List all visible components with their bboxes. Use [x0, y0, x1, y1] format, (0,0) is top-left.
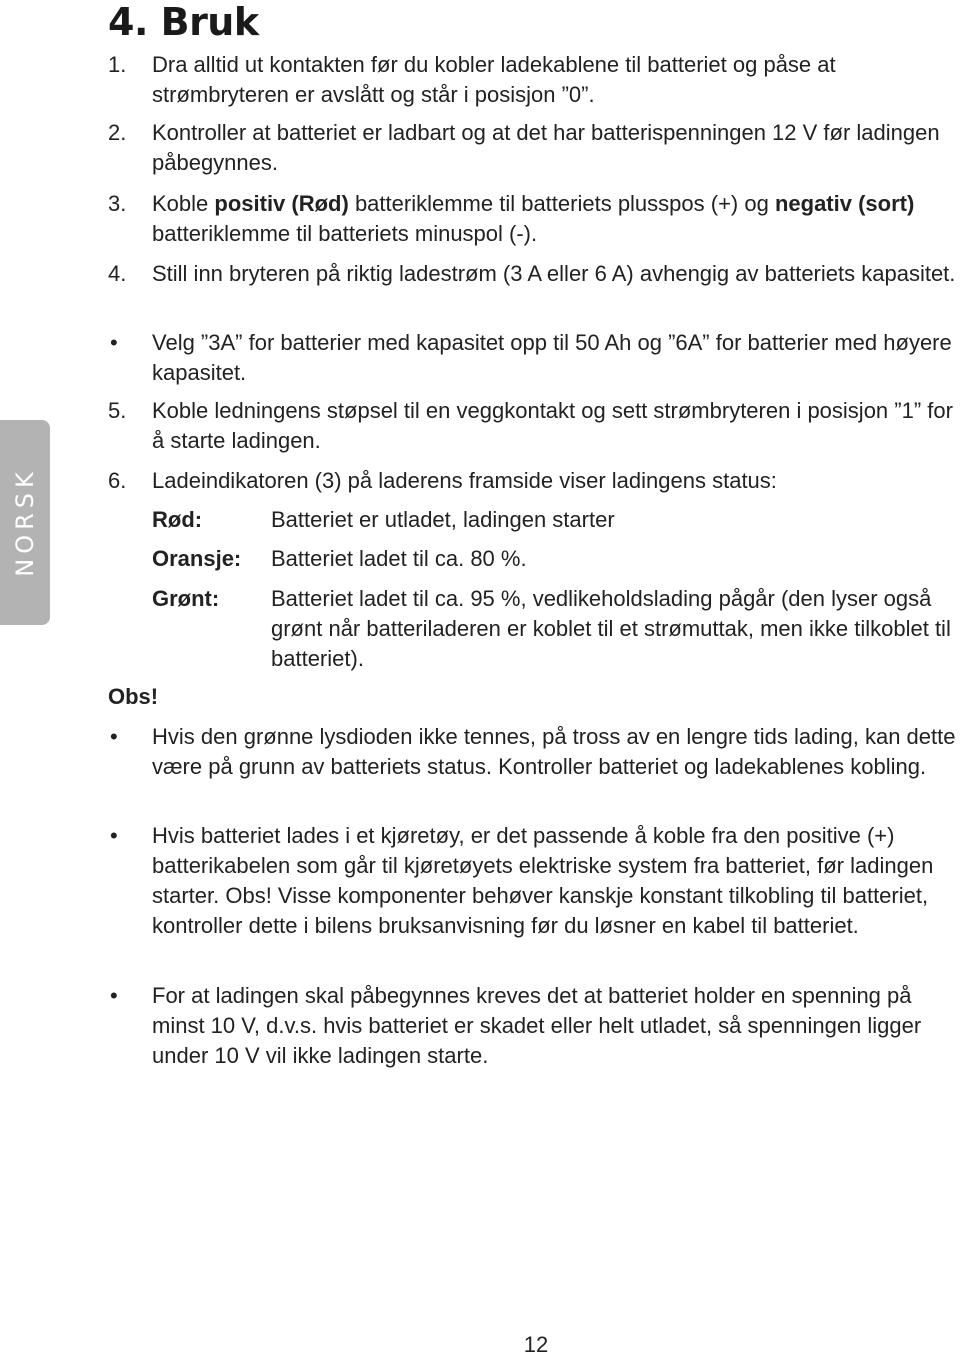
status-green-label: Grønt: [152, 586, 220, 611]
step-4-sub-bullet-text: Velg ”3A” for batterier med kapasitet opp til 50 Ah og ”6A” for batterier med høyere kapasitet. [152, 330, 952, 385]
bullet-marker: • [110, 823, 118, 848]
step-3-text-part: Koble [152, 191, 215, 216]
step-4-number: 4. [108, 261, 127, 286]
note-2-text: Hvis batteriet lades i et kjøretøy, er det passende å koble fra den positive (+) batterikabelen som går til kjøretøyets elektriske system fra batteriet, før ladingen starter. Obs! Visse komponenter behøver kanskje konstant tilkobling til batteriet, kontroller dette i bilens bruksanvisning før du løsner en kabel til batteriet. [152, 823, 934, 938]
page-number: 12 [523, 1332, 549, 1357]
step-2-text: Kontroller at batteriet er ladbart og at det har batterispenningen 12 V før ladingen påbegynnes. [152, 120, 940, 175]
step-4-text: Still inn bryteren på riktig ladestrøm (3 A eller 6 A) avhengig av batteriets kapasitet. [152, 261, 956, 286]
step-3-text-part: batteriklemme til batteriets minuspol (-). [152, 221, 538, 246]
note-3-text: For at ladingen skal påbegynnes kreves det at batteriet holder en spenning på minst 10 V, d.v.s. hvis batteriet er skadet eller helt utladet, så spenningen ligger under 10 V vil ikke ladingen starte. [152, 983, 922, 1068]
step-5-number: 5. [108, 398, 127, 423]
status-red-value: Batteriet er utladet, ladingen starter [271, 507, 615, 532]
bullet-marker: • [110, 330, 118, 355]
note-1-text: Hvis den grønne lysdioden ikke tennes, på tross av en lengre tids lading, kan dette være på grunn av batteriets status. Kontroller batteriet og ladekablenes kobling. [152, 724, 956, 779]
bullet-marker: • [110, 983, 118, 1008]
step-2-number: 2. [108, 120, 127, 145]
negative-clamp-label: negativ (sort) [774, 191, 915, 216]
step-1-number: 1. [108, 52, 127, 77]
status-red-label: Rød: [152, 507, 203, 532]
step-5-text: Koble ledningens støpsel til en veggkontakt og sett strømbryteren i posisjon ”1” for å starte ladingen. [152, 398, 953, 453]
obs-heading: Obs! [108, 684, 159, 709]
status-orange-label: Oransje: [152, 546, 242, 571]
step-6-number: 6. [108, 468, 127, 493]
step-6-text: Ladeindikatoren (3) på laderens framside viser ladingens status: [152, 468, 777, 493]
step-3-number: 3. [108, 191, 127, 216]
status-green-value: Batteriet ladet til ca. 95 %, vedlikeholdslading pågår (den lyser også grønt når batteriladeren er koblet til et strømuttak, men ikke tilkoblet til batteriet). [271, 586, 951, 671]
bullet-marker: • [110, 724, 118, 749]
step-3-text [152, 189, 957, 249]
step-3-text-part: batteriklemme til batteriets plusspos (+) og [348, 191, 775, 216]
step-1-text: Dra alltid ut kontakten før du kobler ladekablene til batteriet og påse at strømbryteren er avslått og står i posisjon ”0”. [152, 52, 836, 107]
positive-clamp-label: positiv (Rød) [214, 191, 349, 216]
status-orange-value: Batteriet ladet til ca. 80 %. [271, 546, 527, 571]
language-side-tab-label: NORSK [11, 467, 39, 577]
section-title: 4. Bruk [108, 0, 259, 44]
